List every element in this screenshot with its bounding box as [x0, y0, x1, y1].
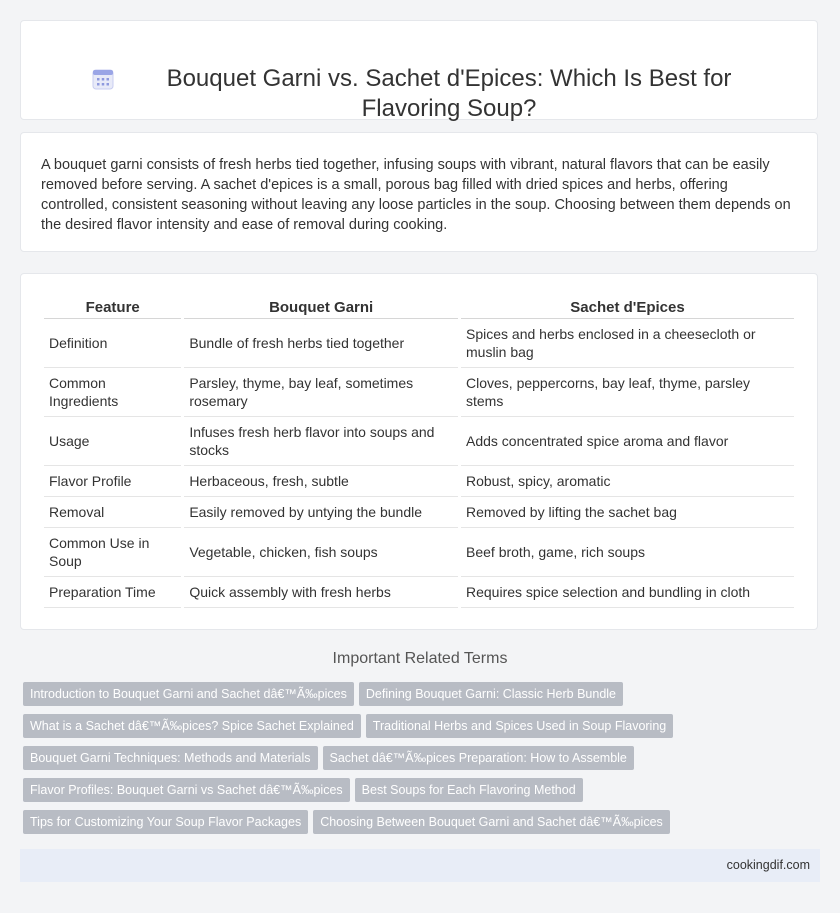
table-row — [44, 497, 794, 528]
related-terms-list — [23, 682, 823, 842]
related-term-tag[interactable]: Sachet dâ€™Ã‰pices Preparation: How to Assemble — [323, 746, 634, 770]
table-cell: Removal — [44, 497, 181, 528]
footer — [20, 849, 820, 882]
table-cell: Requires spice selection and bundling in cloth — [461, 577, 794, 608]
table-cell: Common Ingredients — [44, 368, 181, 417]
footer-site-link[interactable]: cookingdif.com — [726, 858, 810, 872]
table-cell: Robust, spicy, aromatic — [461, 466, 794, 497]
related-term-tag[interactable]: What is a Sachet dâ€™Ã‰pices? Spice Sachet Explained — [23, 714, 361, 738]
table-cell: Flavor Profile — [44, 466, 181, 497]
table-header-row — [44, 296, 794, 319]
table-cell: Quick assembly with fresh herbs — [184, 577, 458, 608]
related-term-tag[interactable]: Tips for Customizing Your Soup Flavor Packages — [23, 810, 308, 834]
intro-paragraph: A bouquet garni consists of fresh herbs tied together, infusing soups with vibrant, natural flavors that can be easily removed before serving. A sachet d'epices is a small, porous bag filled with dried spices and herbs, offering controlled, consistent seasoning without leaving any loose particles in the soup. Choosing between them depends on the desired flavor intensity and ease of removal during cooking. — [41, 157, 791, 233]
table-row — [44, 466, 794, 497]
column-header-bouquet-garni: Bouquet Garni — [184, 296, 458, 319]
table-row — [44, 319, 794, 368]
table-cell: Herbaceous, fresh, subtle — [184, 466, 458, 497]
intro-card — [20, 132, 818, 252]
table-cell: Definition — [44, 319, 181, 368]
table-cell: Common Use in Soup — [44, 528, 181, 577]
table-cell: Removed by lifting the sachet bag — [461, 497, 794, 528]
page-title: Bouquet Garni vs. Sachet d'Epices: Which Is Best for Flavoring Soup? — [166, 65, 732, 122]
table-cell: Usage — [44, 417, 181, 466]
table-row — [44, 528, 794, 577]
table-cell: Bundle of fresh herbs tied together — [184, 319, 458, 368]
column-header-feature: Feature — [44, 296, 181, 319]
table-cell: Cloves, peppercorns, bay leaf, thyme, parsley stems — [461, 368, 794, 417]
table-cell: Vegetable, chicken, fish soups — [184, 528, 458, 577]
table-cell: Preparation Time — [44, 577, 181, 608]
related-term-tag[interactable]: Traditional Herbs and Spices Used in Soup Flavoring — [366, 714, 673, 738]
table-row — [44, 417, 794, 466]
related-term-tag[interactable]: Bouquet Garni Techniques: Methods and Materials — [23, 746, 318, 770]
related-terms-heading: Important Related Terms — [332, 650, 508, 667]
table-cell: Infuses fresh herb flavor into soups and stocks — [184, 417, 458, 466]
comparison-table-card — [20, 273, 818, 630]
table-row — [44, 368, 794, 417]
table-cell: Spices and herbs enclosed in a cheesecloth or muslin bag — [461, 319, 794, 368]
title-card — [20, 20, 818, 120]
related-term-tag[interactable]: Flavor Profiles: Bouquet Garni vs Sachet dâ€™Ã‰pices — [23, 778, 350, 802]
table-cell: Parsley, thyme, bay leaf, sometimes rosemary — [184, 368, 458, 417]
related-term-tag[interactable]: Choosing Between Bouquet Garni and Sachet dâ€™Ã‰pices — [313, 810, 670, 834]
related-term-tag[interactable]: Introduction to Bouquet Garni and Sachet dâ€™Ã‰pices — [23, 682, 354, 706]
related-term-tag[interactable]: Defining Bouquet Garni: Classic Herb Bundle — [359, 682, 623, 706]
table-row — [44, 577, 794, 608]
column-header-sachet-depices: Sachet d'Epices — [461, 296, 794, 319]
table-cell: Adds concentrated spice aroma and flavor — [461, 417, 794, 466]
comparison-table — [41, 296, 797, 608]
table-cell: Beef broth, game, rich soups — [461, 528, 794, 577]
related-term-tag[interactable]: Best Soups for Each Flavoring Method — [355, 778, 583, 802]
table-cell: Easily removed by untying the bundle — [184, 497, 458, 528]
calendar-grid-icon — [91, 67, 115, 91]
